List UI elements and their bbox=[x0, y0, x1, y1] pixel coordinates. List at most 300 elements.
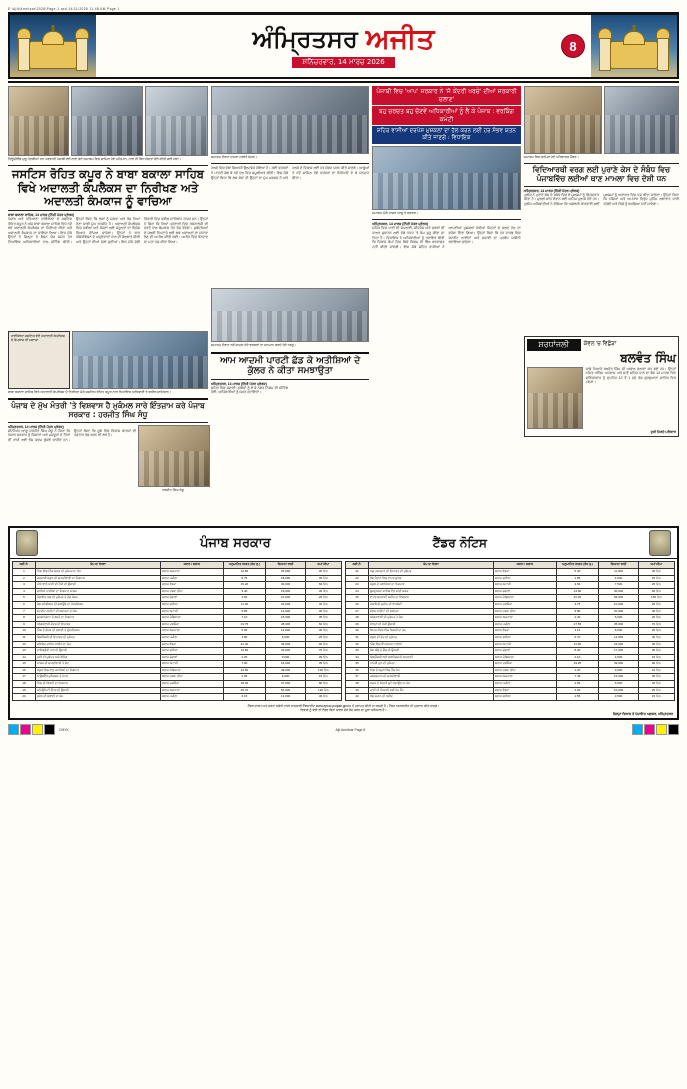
column-1 bbox=[8, 86, 208, 522]
cell-time: 40 ਦਿਨ bbox=[638, 608, 674, 615]
cell-place: ਬਲਾਕ ਜੰਡਿਆਲਾ bbox=[161, 667, 224, 674]
cell-cost: 3.15 bbox=[556, 628, 599, 635]
tender-issuer: ਜ਼ਿਲ੍ਹਾ ਵਿਕਾਸ ਤੇ ਪੰਚਾਇਤ ਅਫ਼ਸਰ, ਅੰਮ੍ਰਿਤਸਰ bbox=[612, 711, 673, 716]
cell-work: ਸੜਕ ਦੇ ਕਿਨਾਰੇ ਬੂਟੇ ਲਗਾਉਣ ਦਾ ਕੰਮ bbox=[369, 681, 494, 688]
cell-work: ਸੋਲਰ ਲਾਈਟਾਂ ਦੀ ਸਥਾਪਨਾ bbox=[369, 608, 494, 615]
article-body-1: ਪੰਜਾਬ ਅਤੇ ਹਰਿਆਣਾ ਹਾਈਕੋਰਟ ਦੇ ਜਸਟਿਸ ਰੋਹਿਤ ਕਪੂਰ ਨੇ ਅੱਜ ਬਾਬਾ ਬਕਾਲਾ ਸਾਹਿਬ ਵਿਖੇ ਨਵੇਂ ਬਣੇ ਅਦਾਲਤੀ ਕੰਪਲੈਕਸ ਦਾ ਨਿਰੀਖਣ ਕੀਤਾ ਅਤੇ ਅਦਾਲਤੀ ਕੰਮਕਾਜ ਦਾ ਜਾਇਜ਼ਾ ਲਿਆ। ਇਸ ਮੌਕੇ ਉਨ੍ਹਾਂ ਨੇ ਜ਼ਿਲ੍ਹਾ ਤੇ ਸੈਸ਼ਨ ਜੱਜ ਸਮੇਤ ਹੋਰ ਨਿਆਂਇਕ ਅਧਿਕਾਰੀਆਂ ਨਾਲ ਮੀਟਿੰਗ ਕੀਤੀ। ਉਨ੍ਹਾਂ ਕਿਹਾ ਕਿ ਲੋਕਾਂ ਨੂੰ ਸਸਤਾ ਅਤੇ ਤੇਜ਼ ਨਿਆਂ ਦੇਣਾ ਸਾਡੀ ਮੁੱਖ ਤਰਜੀਹ ਹੈ। ਅਦਾਲਤੀ ਕੰਪਲੈਕਸ ਵਿਚ ਵਕੀਲਾਂ ਅਤੇ ਸੱਜਣਾਂ ਲਈ ਸਹੂਲਤਾਂ ਦਾ ਵਿਸ਼ੇਸ਼ ਧਿਆਨ ਰੱਖਿਆ ਜਾਵੇਗਾ। ਉਨ੍ਹਾਂ ਨੇ ਬਾਰ ਐਸੋਸੀਏਸ਼ਨ ਦੇ ਅਹੁਦੇਦਾਰਾਂ ਨਾਲ ਵੀ ਗੱਲਬਾਤ ਕੀਤੀ ਅਤੇ ਉਨ੍ਹਾਂ ਦੀਆਂ ਮੰਗਾਂ ਸੁਣੀਆਂ। ਇਸ ਮੌਕੇ ਵੱਡੀ ਗਿਣਤੀ ਵਿਚ ਵਕੀਲ ਸਾਹਿਬਾਨ ਹਾਜ਼ਰ ਸਨ। ਉਨ੍ਹਾਂ ਨੇ ਕਿਹਾ ਕਿ ਨਿਆਂ ਪ੍ਰਣਾਲੀ ਵਿਚ ਤਕਨਾਲੋਜੀ ਦੀ ਵਰਤੋਂ ਨਾਲ ਕੰਮਕਾਜ ਹੋਰ ਤੇਜ਼ ਹੋਵੇਗਾ। ਮੁਕੱਦਮਿਆਂ ਦੇ ਜਲਦੀ ਨਿਪਟਾਰੇ ਲਈ ਲੋਕ ਅਦਾਲਤਾਂ ਦਾ ਸਹਾਰਾ ਲੈਣ ਦੀ ਅਪੀਲ ਕੀਤੀ ਗਈ। ਅਖੀਰ ਵਿਚ ਧੰਨਵਾਦ ਦਾ ਮਤਾ ਪੇਸ਼ ਕੀਤਾ ਗਿਆ। bbox=[8, 217, 208, 245]
swatch-yellow bbox=[32, 724, 43, 735]
cell-time: 35 ਦਿਨ bbox=[305, 661, 341, 668]
cell-cost: 26.70 bbox=[223, 687, 266, 694]
cell-no: 23 bbox=[346, 582, 369, 589]
table-row bbox=[346, 667, 675, 674]
cell-place: ਬਲਾਕ ਵੇਰਕਾ bbox=[161, 582, 224, 589]
obituary-box bbox=[524, 336, 679, 437]
article-photo-3a bbox=[372, 146, 520, 210]
cell-work: ਕਮਿਊਨਿਟੀ ਸੈਂਟਰ ਦੀ ਉਸਾਰੀ bbox=[36, 687, 161, 694]
cell-place: ਬਲਾਕ ਚੋਗਾਵਾਂ bbox=[161, 595, 224, 602]
masthead-divider bbox=[8, 81, 679, 83]
divider-c2-b bbox=[211, 352, 369, 354]
cell-cost: 14.90 bbox=[556, 588, 599, 595]
article-body-2: ਸੀਨੀਅਰ ਆਗੂ ਹਰਜੀਤ ਸਿੰਘ ਸੰਧੂ ਨੇ ਕਿਹਾ ਕਿ ਪੰਜਾਬ ਸਰਕਾਰ ਨੂੰ ਕਿਸਾਨਾਂ ਅਤੇ ਮਜ਼ਦੂਰਾਂ ਦੇ ਹਿੱਤਾਂ ਦੀ ਰਾਖੀ ਲਈ ਠੋਸ ਕਦਮ ਚੁੱਕਣੇ ਚਾਹੀਦੇ ਹਨ। ਉਨ੍ਹਾਂ ਕਿਹਾ ਕਿ ਸੂਬੇ ਵਿਚ ਵਿਕਾਸ ਕਾਰਜਾਂ ਦੀ ਰਫ਼ਤਾਰ ਤੇਜ਼ ਕਰਨ ਦੀ ਲੋੜ ਹੈ। bbox=[8, 428, 136, 442]
cell-emd: 4,500 bbox=[599, 654, 638, 661]
cell-emd: 10,000 bbox=[266, 595, 305, 602]
cell-no: 15 bbox=[13, 661, 36, 668]
cell-no: 38 bbox=[346, 681, 369, 688]
cell-cost: 8.30 bbox=[556, 648, 599, 655]
footer-strip-text: Ajit Amritsar Page 8 bbox=[335, 727, 366, 732]
cell-emd: 43,000 bbox=[266, 641, 305, 648]
cell-work: ਗਲੀਆਂ ਨਾਲੀਆਂ ਦਾ ਨਿਰਮਾਣ ਕਾਰਜ bbox=[36, 588, 161, 595]
cell-time: 60 ਦਿਨ bbox=[638, 588, 674, 595]
table-row bbox=[13, 568, 342, 575]
cell-place: ਬਲਾਕ ਰਈਆ bbox=[494, 694, 557, 701]
cell-no: 12 bbox=[13, 641, 36, 648]
cell-place: ਬਲਾਕ ਅਜਨਾਲਾ bbox=[494, 615, 557, 622]
tender-footer-note-2: ਵਿਭਾਗ ਨੂੰ ਕੋਈ ਵੀ ਟੈਂਡਰ ਬਿਨਾਂ ਕਾਰਨ ਦੱਸੇ ਰੱਦ ਕਰਨ ਦਾ ਪੂਰਾ ਅਧਿਕਾਰ ਹੈ। bbox=[300, 707, 387, 712]
cell-no: 31 bbox=[346, 634, 369, 641]
article-photo-1c bbox=[145, 86, 208, 156]
th-no: ਲੜੀ ਨੰ: bbox=[346, 562, 369, 569]
cell-emd: 3,000 bbox=[599, 667, 638, 674]
swatch-black bbox=[44, 724, 55, 735]
cell-cost: 15.20 bbox=[223, 582, 266, 589]
cell-work: ਸਟਰੀਟ ਲਾਈਟਾਂ ਦੀ ਸਥਾਪਨਾ ਦਾ ਕੰਮ bbox=[36, 608, 161, 615]
article-body-3: ਹਲਕੇ ਵਿਚ ਵੱਡਾ ਸਿਆਸੀ ਉਲਟਫੇਰ ਹੋਇਆ ਹੈ। ਕਈ ਵਰਕਰਾਂ ਨੇ ਪਾਰਟੀ ਛੱਡ ਕੇ ਨਵੇਂ ਦਲ ਵਿਚ ਸ਼ਮੂਲੀਅਤ ਕੀਤੀ। ਇਸ ਮੌਕੇ ਉਨ੍ਹਾਂ ਕਿਹਾ ਕਿ ਲੋਕ ਸੇਵਾ ਹੀ ਉਨ੍ਹਾਂ ਦਾ ਮੁੱਖ ਮਕਸਦ ਹੈ ਅਤੇ ਹਲਕੇ ਦੇ ਵਿਕਾਸ ਲਈ ਹਰ ਸੰਭਵ ਯਤਨ ਕੀਤੇ ਜਾਣਗੇ। ਆਗੂਆਂ ਨੇ ਨਵੇਂ ਸ਼ਾਮਿਲ ਹੋਏ ਵਰਕਰਾਂ ਦਾ ਸਿਰੋਪਾਓ ਦੇ ਕੇ ਸਨਮਾਨ ਕੀਤਾ। bbox=[211, 166, 370, 180]
cell-no: 33 bbox=[346, 648, 369, 655]
article-photo-4b bbox=[604, 86, 679, 154]
cell-cost: 7.90 bbox=[223, 661, 266, 668]
swatch-cyan-2 bbox=[632, 724, 643, 735]
cell-place: ਬਲਾਕ ਚੋਗਾਵਾਂ bbox=[494, 648, 557, 655]
headline-banner-red-2: ਬਹੁ ਚਰਚਤ ਬਹੁ ਚੋਣਵੇਂ ਅਧਿਕਾਰੀਆਂ ਨੂੰ ਲੈ ਕੇ ਪੰਜਾਬ : ਵਰਕਿੰਗ ਕਮੇਟੀ bbox=[372, 106, 520, 125]
cell-place: ਬਲਾਕ ਵੇਰਕਾ bbox=[494, 568, 557, 575]
cell-work: ਨਹਿਰੀ ਪੁਲ ਦੀ ਮੁਰੰਮਤ bbox=[369, 661, 494, 668]
cell-no: 17 bbox=[13, 674, 36, 681]
cell-no: 16 bbox=[13, 667, 36, 674]
cell-emd: 16,000 bbox=[266, 661, 305, 668]
cell-cost: 4.60 bbox=[223, 595, 266, 602]
cell-work: ਸਕੂਲ ਦੀ ਛੱਤ ਦੀ ਮੁਰੰਮਤ bbox=[369, 634, 494, 641]
cmyk-label: CMYK bbox=[59, 727, 69, 732]
cell-no: 11 bbox=[13, 634, 36, 641]
cell-emd: 10,000 bbox=[599, 601, 638, 608]
table-row bbox=[346, 674, 675, 681]
cell-time: 60 ਦਿਨ bbox=[305, 582, 341, 589]
column-3 bbox=[372, 86, 520, 522]
cell-emd: 13,000 bbox=[266, 694, 305, 701]
cell-emd: 24,000 bbox=[599, 641, 638, 648]
minaret-right bbox=[76, 35, 88, 71]
cell-place: ਬਲਾਕ ਚੋਗਾਵਾਂ bbox=[161, 654, 224, 661]
tender-table-left-wrapper bbox=[12, 561, 342, 700]
cell-emd: 5,000 bbox=[599, 615, 638, 622]
cell-no: 8 bbox=[13, 615, 36, 622]
table-row bbox=[13, 615, 342, 622]
cell-no: 7 bbox=[13, 608, 36, 615]
cell-place: ਬਲਾਕ ਵੇਰਕਾ bbox=[494, 687, 557, 694]
cell-work: ਪਸ਼ੂ ਹਸਪਤਾਲ ਦੀ ਇਮਾਰਤ ਦੀ ਮੁਰੰਮਤ bbox=[369, 568, 494, 575]
cell-cost: 18.30 bbox=[223, 681, 266, 688]
cell-emd: 30,000 bbox=[266, 582, 305, 589]
swatch-magenta bbox=[20, 724, 31, 735]
article-columns bbox=[8, 86, 679, 522]
cell-no: 40 bbox=[346, 694, 369, 701]
table-row bbox=[13, 575, 342, 582]
table-row bbox=[346, 575, 675, 582]
cell-cost: 16.60 bbox=[223, 648, 266, 655]
article-photo-2b bbox=[211, 288, 369, 342]
tender-table-right-body bbox=[346, 568, 675, 700]
cell-cost: 19.25 bbox=[556, 661, 599, 668]
table-row bbox=[346, 568, 675, 575]
golden-temple-photo bbox=[10, 15, 96, 77]
cell-cost: 8.75 bbox=[223, 575, 266, 582]
divider-c1-b bbox=[8, 210, 208, 211]
cell-work: ਆਂਗਨਵਾੜੀ ਕੇਂਦਰ ਦੀ ਇਮਾਰਤ bbox=[36, 621, 161, 628]
cell-no: 18 bbox=[13, 681, 36, 688]
table-row bbox=[346, 628, 675, 635]
cell-place: ਬਲਾਕ ਚੋਗਾਵਾਂ bbox=[494, 588, 557, 595]
table-row bbox=[13, 634, 342, 641]
cell-place: ਬਲਾਕ ਵੇਰਕਾ bbox=[494, 628, 557, 635]
cell-no: 4 bbox=[13, 588, 36, 595]
cell-work: ਡਿਸਪੈਂਸਰੀ ਦੀ ਇਮਾਰਤ ਦੀ ਮੁਰੰਮਤ bbox=[36, 634, 161, 641]
registration-marks bbox=[8, 724, 55, 735]
cell-no: 35 bbox=[346, 661, 369, 668]
cell-emd: 18,000 bbox=[266, 575, 305, 582]
cell-time: 40 ਦਿਨ bbox=[305, 601, 341, 608]
cell-place: ਬਲਾਕ ਹਰਸ਼ਾ ਛੀਨਾ bbox=[494, 608, 557, 615]
cell-cost: 12.50 bbox=[223, 568, 266, 575]
cell-place: ਬਲਾਕ ਅਟਾਰੀ bbox=[161, 608, 224, 615]
cell-work: ਪਿੰਡ ਵਿਚ ਲਿੰਕ ਸੜਕ ਦੀ ਮੁਰੰਮਤ ਦਾ ਕੰਮ bbox=[36, 568, 161, 575]
cell-cost: 9.40 bbox=[223, 588, 266, 595]
cell-cost: 6.15 bbox=[223, 694, 266, 701]
cell-cost: 9.80 bbox=[556, 608, 599, 615]
swatch-magenta-2 bbox=[644, 724, 655, 735]
cell-emd: 37,000 bbox=[266, 681, 305, 688]
cell-emd: 39,000 bbox=[599, 661, 638, 668]
article-photo-1d bbox=[72, 331, 208, 389]
cell-emd: 9,000 bbox=[266, 654, 305, 661]
cell-cost: 11.95 bbox=[556, 641, 599, 648]
tender-table-right-wrapper bbox=[345, 561, 675, 700]
cell-emd: 33,000 bbox=[266, 648, 305, 655]
cell-no: 13 bbox=[13, 648, 36, 655]
print-header-strip: E:\Ajit\Amritsar\2026\Page-1.qxd 14/11/2026 11:48 AM Page 1 bbox=[8, 7, 120, 11]
cell-place: ਬਲਾਕ ਅਟਾਰੀ bbox=[494, 582, 557, 589]
cell-no: 5 bbox=[13, 595, 36, 602]
cell-place: ਬਲਾਕ ਮਜੀਠਾ bbox=[161, 694, 224, 701]
cell-time: 35 ਦਿਨ bbox=[638, 674, 674, 681]
cell-time: 90 ਦਿਨ bbox=[638, 661, 674, 668]
cell-no: 37 bbox=[346, 674, 369, 681]
table-row bbox=[13, 595, 342, 602]
table-row bbox=[13, 667, 342, 674]
cell-cost: 6.85 bbox=[223, 608, 266, 615]
cell-emd: 14,000 bbox=[266, 608, 305, 615]
inset-box-1: ਹਾਈਕੋਰਟ ਜਸਟਿਸ ਵੱਲੋਂ ਅਦਾਲਤੀ ਕੰਪਲੈਕਸ ਦੇ ਕੰਮਕਾਜ ਦੀ ਸ਼ਲਾਘਾ bbox=[8, 331, 70, 389]
cell-time: 25 ਦਿਨ bbox=[638, 582, 674, 589]
th-time: ਸਮਾਂ ਸੀਮਾ bbox=[305, 562, 341, 569]
cell-cost: 5.95 bbox=[223, 628, 266, 635]
tender-notice-header bbox=[10, 528, 677, 559]
obituary-family: ਦੁਖੀ ਹਿਰਦੇ ਪਰਿਵਾਰ bbox=[650, 429, 676, 434]
cell-time: 20 ਦਿਨ bbox=[638, 615, 674, 622]
table-row bbox=[346, 648, 675, 655]
memorial-pillar-right bbox=[657, 35, 669, 71]
cell-emd: 15,000 bbox=[266, 615, 305, 622]
swatch-cyan bbox=[8, 724, 19, 735]
cell-place: ਬਲਾਕ ਮਜੀਠਾ bbox=[161, 634, 224, 641]
cell-no: 25 bbox=[346, 595, 369, 602]
th-cost: ਅਨੁਮਾਨਿਤ ਲਾਗਤ (ਲੱਖ ਰੁ.) bbox=[556, 562, 599, 569]
cell-work: ਸ਼ਮਸ਼ਾਨਘਾਟ ਦੇ ਰਸਤੇ ਦਾ ਨਿਰਮਾਣ bbox=[36, 615, 161, 622]
table-row bbox=[346, 608, 675, 615]
cell-emd: 35,000 bbox=[599, 621, 638, 628]
cell-time: 45 ਦਿਨ bbox=[638, 641, 674, 648]
cell-work: ਪਾਰਕ ਦੀ ਚਾਰਦੀਵਾਰੀ ਤੇ ਗੇਟ bbox=[36, 661, 161, 668]
cell-time: 70 ਦਿਨ bbox=[638, 621, 674, 628]
cell-time: 80 ਦਿਨ bbox=[305, 681, 341, 688]
cell-place: ਬਲਾਕ ਜੰਡਿਆਲਾ bbox=[161, 615, 224, 622]
cell-work: ਵਾਟਰ ਸਪਲਾਈ ਸਕੀਮ ਦਾ ਵਿਸਥਾਰ bbox=[369, 595, 494, 602]
cell-no: 39 bbox=[346, 687, 369, 694]
cell-work: ਲਾਇਬ੍ਰੇਰੀ ਹਾਲ ਦੀ ਉਸਾਰੀ bbox=[36, 648, 161, 655]
cell-emd: 20,000 bbox=[599, 608, 638, 615]
table-row bbox=[346, 615, 675, 622]
cell-work: ਪਿੰਡ ਦੇ ਛੱਪੜ ਦੀ ਸਫ਼ਾਈ ਤੇ ਸੁੰਦਰੀਕਰਨ bbox=[36, 628, 161, 635]
headline-sub-1: ਪੰਜਾਬ ਦੇ ਮੁੱਖ ਮੰਤਰੀ 'ਤੇ ਵਿਸ਼ਵਾਸ ਹੈ ਮੁਕੰਮਲ ਸਾਰੇ ਇੰਤਜ਼ਾਮ ਕਰੇ ਪੰਜਾਬ ਸਰਕਾਰ : ਹਰਜੀਤ ਸਿੰਘ ਸੰਧੂ bbox=[11, 401, 205, 420]
cell-time: 20 ਦਿਨ bbox=[638, 681, 674, 688]
cell-work: ਪਿੰਡ ਦੇ ਸਕੂਲ ਵਿਚ ਹੈਂਡ ਪੰਪ bbox=[369, 667, 494, 674]
cell-time: 30 ਦਿਨ bbox=[305, 568, 341, 575]
cell-time: 10 ਦਿਨ bbox=[638, 667, 674, 674]
table-row bbox=[346, 582, 675, 589]
table-row bbox=[346, 634, 675, 641]
portrait-caption-1: ਹਰਜੀਤ ਸਿੰਘ ਸੰਧੂ bbox=[162, 487, 184, 492]
obituary-text: ਸਾਡੇ ਪਿਆਰੇ ਬਲਵੰਤ ਸਿੰਘ ਜੀ ਅਕਾਲ ਚਲਾਣਾ ਕਰ ਗਏ ਹਨ। ਉਨ੍ਹਾਂ ਨਮਿਤ ਅੰਤਿਮ ਅਰਦਾਸ ਅਤੇ ਸ੍ਰੀ ਸਹਿਜ ਪਾਠ ਦਾ ਭੋਗ 14 ਮਾਰਚ ਦਿਨ ਸ਼ਨਿੱਚਰਵਾਰ ਨੂੰ ਦੁਪਹਿਰ 12 ਤੋਂ 1 ਵਜੇ ਤੱਕ ਗੁਰਦੁਆਰਾ ਸਾਹਿਬ ਵਿਖੇ ਪਵੇਗਾ। bbox=[585, 366, 676, 385]
cell-place: ਬਲਾਕ ਅਜਨਾਲਾ bbox=[161, 568, 224, 575]
cell-emd: 6,500 bbox=[599, 628, 638, 635]
cell-place: ਬਲਾਕ ਰਈਆ bbox=[494, 575, 557, 582]
masthead-center bbox=[96, 15, 591, 77]
cell-place: ਬਲਾਕ ਰਈਆ bbox=[161, 648, 224, 655]
headline-2: ਆਮ ਆਦਮੀ ਪਾਰਟੀ ਛੱਡ ਕੇ ਅਤੀਸ਼ਿਆਂ ਦੇ ਕੁੱਲਰ ਨੇ ਕੀਤਾ ਸਮਝਾਉਤਾ bbox=[220, 355, 361, 377]
article-photo-2a bbox=[211, 86, 369, 154]
table-row bbox=[346, 601, 675, 608]
cell-place: ਬਲਾਕ ਮਜੀਠਾ bbox=[161, 575, 224, 582]
table-row bbox=[13, 694, 342, 701]
cell-place: ਬਲਾਕ ਵੇਰਕਾ bbox=[161, 641, 224, 648]
cell-time: 25 ਦਿਨ bbox=[638, 687, 674, 694]
cell-cost: 2.40 bbox=[556, 615, 599, 622]
table-row bbox=[346, 621, 675, 628]
cell-place: ਬਲਾਕ ਮਜੀਠਾ bbox=[494, 681, 557, 688]
cell-cost: 7.10 bbox=[223, 615, 266, 622]
cell-work: ਪਿੰਡ ਵਿਚ ਇੰਟਰਲਾਕ ਟਾਈਲਾਂ bbox=[369, 641, 494, 648]
cell-cost: 2.65 bbox=[556, 681, 599, 688]
byline-2: ਅੰਮ੍ਰਿਤਸਰ, 14 ਮਾਰਚ (ਨਿੱਜੀ ਪੱਤਰ ਪ੍ਰੇਰਕ) bbox=[8, 424, 64, 429]
cell-emd: 54,000 bbox=[266, 687, 305, 694]
cell-no: 22 bbox=[346, 575, 369, 582]
cell-work: ਪਿੰਡ ਦੀ ਫਿਰਨੀ ਦਾ ਨਿਰਮਾਣ bbox=[36, 681, 161, 688]
cell-no: 9 bbox=[13, 621, 36, 628]
cell-time: 150 ਦਿਨ bbox=[638, 595, 674, 602]
cell-time: 35 ਦਿਨ bbox=[305, 615, 341, 622]
cell-no: 14 bbox=[13, 654, 36, 661]
tender-notice bbox=[8, 526, 679, 719]
cell-time: 60 ਦਿਨ bbox=[305, 621, 341, 628]
punjab-govt-emblem-icon-left bbox=[16, 530, 38, 556]
cell-cost: 6.70 bbox=[556, 634, 599, 641]
cell-no: 28 bbox=[346, 615, 369, 622]
city-title: ਅੰਮ੍ਰਿਤਸਰ bbox=[252, 24, 358, 53]
cell-work: ਸਰਕਾਰੀ ਸਕੂਲ ਦੀ ਚਾਰਦੀਵਾਰੀ ਦਾ ਨਿਰਮਾਣ bbox=[36, 575, 161, 582]
table-row bbox=[346, 681, 675, 688]
tender-notice-title: ਪੰਜਾਬ ਸਰਕਾਰ bbox=[200, 535, 271, 551]
cell-emd: 6,000 bbox=[266, 674, 305, 681]
cell-work: ਖਾਲ੍ਹਾਂ ਦੀ ਪੱਕੀ ਉਸਾਰੀ bbox=[369, 621, 494, 628]
cell-time: 20 ਦਿਨ bbox=[305, 654, 341, 661]
cell-cost: 21.40 bbox=[223, 641, 266, 648]
registration-marks-right bbox=[632, 724, 679, 735]
cell-cost: 7.45 bbox=[556, 674, 599, 681]
photo-caption-5: ਸਮਾਗਮ ਮੌਕੇ ਹਾਜ਼ਰ ਆਗੂ ਤੇ ਵਰਕਰ। bbox=[372, 210, 419, 215]
cell-emd: 25,000 bbox=[266, 568, 305, 575]
cell-no: 2 bbox=[13, 575, 36, 582]
cell-place: ਬਲਾਕ ਹਰਸ਼ਾ ਛੀਨਾ bbox=[161, 588, 224, 595]
article-photo-1a bbox=[8, 86, 69, 156]
column-2 bbox=[211, 86, 369, 522]
cell-place: ਬਲਾਕ ਤਰਸਿੱਕਾ bbox=[161, 621, 224, 628]
cell-place: ਬਲਾਕ ਅਜਨਾਲਾ bbox=[161, 628, 224, 635]
cell-work: ਗੁਰਦੁਆਰਾ ਸਾਹਿਬ ਵੱਲ ਜਾਂਦੀ ਸੜਕ bbox=[369, 588, 494, 595]
cell-time: 30 ਦਿਨ bbox=[305, 694, 341, 701]
temple-dome bbox=[29, 41, 77, 69]
cell-no: 34 bbox=[346, 654, 369, 661]
table-row bbox=[13, 628, 342, 635]
byline-3: ਅੰਮ੍ਰਿਤਸਰ, 14 ਮਾਰਚ (ਨਿੱਜੀ ਪੱਤਰ ਪ੍ਰੇਰਕ) bbox=[211, 381, 267, 386]
jallianwala-memorial-photo bbox=[591, 15, 677, 77]
obituary-title: ਕੇਵਲ 'ਚ ਵਿਛੋੜਾ bbox=[583, 341, 617, 348]
table-row bbox=[13, 601, 342, 608]
cell-cost: 5.40 bbox=[556, 568, 599, 575]
cell-time: 25 ਦਿਨ bbox=[638, 601, 674, 608]
headline-banner-blue: ਸ਼ਹਿਰ ਵਾਸੀਆਂ ਦਰਪੇਸ਼ ਮੁਸ਼ਕਲਾਂ ਦਾ ਹੱਲ ਕਰਨ ਲਈ ਹਰ ਸੰਭਵ ਯਤਨ ਕੀਤੇ ਜਾਣਗੇ : ਵਿਧਾਇਕ bbox=[372, 126, 520, 144]
cell-place: ਬਲਾਕ ਰਈਆ bbox=[494, 634, 557, 641]
cell-work: ਬੱਸ ਅੱਡੇ ਦੇ ਸ਼ੈੱਡ ਦੀ ਉਸਾਰੀ bbox=[369, 648, 494, 655]
cell-time: 30 ਦਿਨ bbox=[638, 634, 674, 641]
th-work: ਕੰਮ ਦਾ ਵੇਰਵਾ bbox=[36, 562, 161, 569]
cell-cost: 1.55 bbox=[556, 694, 599, 701]
cell-emd: 28,000 bbox=[266, 621, 305, 628]
cell-cost: 2.95 bbox=[223, 674, 266, 681]
cell-emd: 8,000 bbox=[266, 634, 305, 641]
cell-time: 75 ਦਿਨ bbox=[305, 648, 341, 655]
tender-table-left bbox=[12, 561, 342, 700]
article-photo-4a bbox=[524, 86, 602, 154]
punjab-govt-emblem-icon-right bbox=[649, 530, 671, 556]
obituary-name: ਬਲਵੰਤ ਸਿੰਘ bbox=[620, 350, 676, 365]
cell-time: 35 ਦਿਨ bbox=[638, 648, 674, 655]
cell-work: ਸਕੂਲ ਦੇ ਪਖਾਨਿਆਂ ਦਾ ਨਿਰਮਾਣ bbox=[369, 582, 494, 589]
cell-time: 120 ਦਿਨ bbox=[305, 687, 341, 694]
th-cost: ਅਨੁਮਾਨਿਤ ਲਾਗਤ (ਲੱਖ ਰੁ.) bbox=[223, 562, 266, 569]
cell-place: ਬਲਾਕ ਤਰਸਿੱਕਾ bbox=[161, 681, 224, 688]
cell-no: 21 bbox=[346, 568, 369, 575]
article-body-5: ਸ਼ਹਿਰ ਵਿਚ ਪਾਣੀ ਦੀ ਸਪਲਾਈ, ਸੀਵਰੇਜ ਅਤੇ ਸੜਕਾਂ ਦੀ ਹਾਲਤ ਸੁਧਾਰਨ ਲਈ ਵੱਡੇ ਪੱਧਰ 'ਤੇ ਕੰਮ ਸ਼ੁਰੂ ਕੀਤਾ ਜਾ ਰਿਹਾ ਹੈ। ਵਿਧਾਇਕ ਨੇ ਅਧਿਕਾਰੀਆਂ ਨੂੰ ਹਦਾਇਤ ਕੀਤੀ ਕਿ ਵਿਕਾਸ ਕੰਮਾਂ ਵਿਚ ਕਿਸੇ ਕਿਸਮ ਦੀ ਢਿੱਲ ਬਰਦਾਸ਼ਤ ਨਹੀਂ ਕੀਤੀ ਜਾਵੇਗੀ। ਇਸ ਮੌਕੇ ਸ਼ਹਿਰ ਵਾਸੀਆਂ ਨੇ ਆਪਣੀਆਂ ਮੁਸ਼ਕਲਾਂ ਰੱਖੀਆਂ ਜਿਨ੍ਹਾਂ ਦੇ ਜਲਦ ਹੱਲ ਦਾ ਭਰੋਸਾ ਦਿੱਤਾ ਗਿਆ। ਉਨ੍ਹਾਂ ਕਿਹਾ ਕਿ ਹਰ ਵਾਰਡ ਵਿਚ ਸਟਰੀਟ ਲਾਈਟਾਂ ਅਤੇ ਸਫ਼ਾਈ ਦਾ ਪ੍ਰਬੰਧ ਯਕੀਨੀ ਬਣਾਇਆ ਜਾਵੇਗਾ। bbox=[372, 226, 521, 249]
obituary-label: ਸ਼ਰਧਾਂਜਲੀ bbox=[527, 339, 581, 351]
byline-4: ਅੰਮ੍ਰਿਤਸਰ, 14 ਮਾਰਚ (ਨਿੱਜੀ ਪੱਤਰ ਪ੍ਰੇਰਕ) bbox=[372, 222, 429, 227]
photo-caption-4: ਸਮਾਗਮ ਦੌਰਾਨ ਨਵੇਂ ਸ਼ਾਮਲ ਹੋਏ ਵਰਕਰਾਂ ਦਾ ਸਨਮਾਨ ਕਰਦੇ ਹੋਏ ਆਗੂ। bbox=[211, 343, 297, 348]
table-row bbox=[13, 681, 342, 688]
article-body-4: ਸ਼ਹਿਰ ਵਿਚ ਸਫ਼ਾਈ ਪ੍ਰਬੰਧਾਂ ਨੂੰ ਲੈ ਕੇ ਨਗਰ ਨਿਗਮ ਦੀ ਮੀਟਿੰਗ ਹੋਈ, ਅਧਿਕਾਰੀਆਂ ਨੂੰ ਸਖ਼ਤ ਹਦਾਇਤਾਂ। bbox=[211, 385, 289, 395]
cell-time: 20 ਦਿਨ bbox=[638, 628, 674, 635]
th-place: ਸਥਾਨ / ਬਲਾਕ bbox=[494, 562, 557, 569]
tender-footer-note: ਟੈਂਡਰ ਫਾਰਮ ਅਤੇ ਸ਼ਰਤਾਂ ਸਬੰਧੀ ਵਧੇਰੇ ਜਾਣਕਾਰੀ ਵੈੱਬਸਾਈਟ www.eproc.punjab.gov.in ਤੋਂ ਪ੍ਰਾਪਤ ਕੀਤੀ ਜਾ ਸਕਦੀ ਹੈ। ਟੈਂਡਰ ਆਨਲਾਈਨ ਹੀ ਪ੍ਰਵਾਨ ਕੀਤੇ ਜਾਣਗੇ। bbox=[247, 703, 440, 708]
cell-place: ਬਲਾਕ ਹਰਸ਼ਾ ਛੀਨਾ bbox=[161, 674, 224, 681]
cell-time: 45 ਦਿਨ bbox=[305, 575, 341, 582]
cell-cost: 32.20 bbox=[556, 595, 599, 602]
cell-cost: 2.10 bbox=[556, 654, 599, 661]
cell-time: 15 ਦਿਨ bbox=[638, 694, 674, 701]
cell-no: 30 bbox=[346, 628, 369, 635]
tender-tables bbox=[10, 559, 677, 702]
cell-cost: 3.80 bbox=[223, 634, 266, 641]
tender-table-left-body bbox=[13, 568, 342, 700]
cell-work: ਆਂਗਨਵਾੜੀ ਦੀ ਮੁਰੰਮਤ ਤੇ ਰੰਗ bbox=[369, 615, 494, 622]
cell-cost: 1.20 bbox=[556, 667, 599, 674]
cell-cost: 3.60 bbox=[556, 582, 599, 589]
headline-banner-red: ਪੰਜਾਬੀ ਵਿਚ 'ਆਪ' ਸਰਕਾਰ ਨੇ 'ਜੋ ਕੇਂਦਰੀ ਖਰਚੇ' ਦੀਆਂ ਸਰਕਾਰੀ ਚਲਾਣ' bbox=[372, 86, 520, 105]
photo-caption-6: ਸਮਾਗਮ ਵਿਚ ਸ਼ਾਮਿਲ ਹੋਏ ਪਰਿਵਾਰਕ ਮੈਂਬਰ। bbox=[523, 155, 579, 159]
article-photo-1b bbox=[71, 86, 144, 156]
cell-no: 27 bbox=[346, 608, 369, 615]
cell-no: 24 bbox=[346, 588, 369, 595]
cell-cost: 4.75 bbox=[556, 601, 599, 608]
cell-time: 30 ਦਿਨ bbox=[638, 568, 674, 575]
table-row bbox=[13, 608, 342, 615]
cell-emd: 10,000 bbox=[599, 687, 638, 694]
table-row bbox=[346, 687, 675, 694]
cell-time: 30 ਦਿਨ bbox=[305, 608, 341, 615]
cell-time: 30 ਦਿਨ bbox=[305, 628, 341, 635]
cell-place: ਬਲਾਕ ਮਜੀਠਾ bbox=[494, 621, 557, 628]
divider-c1-d bbox=[8, 422, 208, 423]
cell-time: 25 ਦਿਨ bbox=[305, 634, 341, 641]
table-row bbox=[13, 674, 342, 681]
masthead-title-row bbox=[252, 21, 435, 55]
headline-3: ਵਿਦਿਆਰਥੀ ਵਰਗ ਲਈ ਪੁਰਾਣੇ ਕੇਸ ਦੇ ਸੰਬੰਧ ਵਿਚ ਪੰਜਾਬਵਿੱਚ ਲਈਆਂ ਥਾਣ ਮਾਮਲਾ ਵਿਚ ਦੋਸ਼ੀ ਧਨ bbox=[532, 165, 670, 184]
page-number-badge: 8 bbox=[561, 34, 585, 58]
swatch-yellow-2 bbox=[656, 724, 667, 735]
cell-no: 10 bbox=[13, 628, 36, 635]
cell-work: ਪੰਚਾਇਤੀ ਜ਼ਮੀਨ ਦੀ ਵਾੜਬੰਦੀ bbox=[369, 601, 494, 608]
cell-cost: 4.90 bbox=[556, 687, 599, 694]
cell-time: 25 ਦਿਨ bbox=[305, 595, 341, 602]
cell-time: 120 ਦਿਨ bbox=[305, 667, 341, 674]
cell-place: ਬਲਾਕ ਅਟਾਰੀ bbox=[161, 661, 224, 668]
cell-emd: 19,000 bbox=[266, 588, 305, 595]
date-line: ਸ਼ਨਿੱਚਰਵਾਰ, 14 ਮਾਰਚ 2026 bbox=[292, 57, 394, 68]
th-emd: ਬਿਆਨਾ ਰਾਸ਼ੀ bbox=[599, 562, 638, 569]
cell-time: 15 ਦਿਨ bbox=[638, 654, 674, 661]
divider-c2-a bbox=[211, 163, 369, 164]
cell-time: 90 ਦਿਨ bbox=[305, 641, 341, 648]
table-row bbox=[13, 661, 342, 668]
cell-work: ਸੀਵਰੇਜ ਪਾਈਪ ਲਾਈਨ ਦਾ ਕੰਮ bbox=[36, 641, 161, 648]
